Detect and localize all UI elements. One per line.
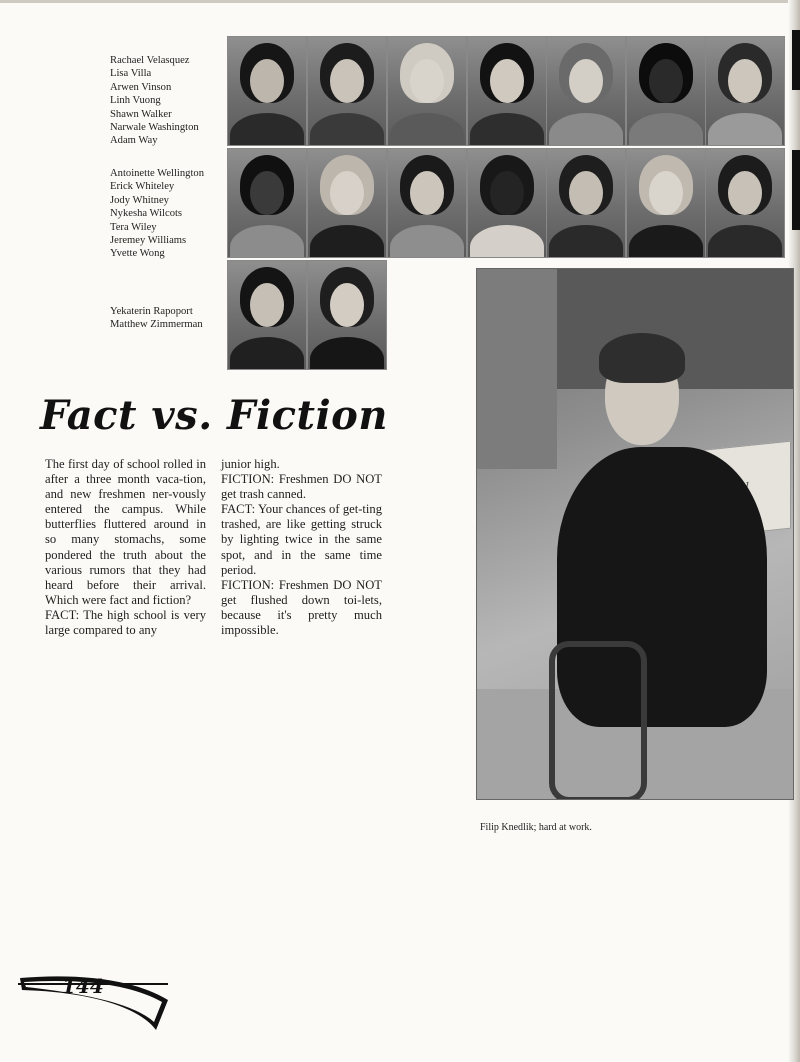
- binding-shadow-middle: [792, 150, 800, 230]
- portrait-photo: [467, 36, 547, 146]
- roster-name: Jody Whitney: [110, 194, 169, 206]
- roster-name: Linh Vuong: [110, 95, 161, 107]
- article-paragraph: FICTION: Freshmen DO NOT get trash canned.: [221, 472, 382, 502]
- roster-name: Matthew Zimmerman: [110, 319, 203, 331]
- roster-name: Jeremey Williams: [110, 235, 187, 247]
- roster-name: Narwale Washington: [110, 122, 199, 134]
- roster-name: Lisa Villa: [110, 68, 152, 80]
- article-title: Fact vs. Fiction: [40, 392, 388, 439]
- article-paragraph: The first day of school rolled in after a three month vaca-tion, and new freshmen ner-vously entered the campus. While butterflies fluttered around in so many stomachs, some pondered the truth about the various rumors that they had heard before their arrival. Which were fact and fiction?: [45, 457, 206, 607]
- portrait-photo: [626, 148, 706, 258]
- roster-name: Shawn Walker: [110, 108, 172, 120]
- binding-shadow-top: [792, 30, 800, 90]
- photo-caption: Filip Knedlik; hard at work.: [480, 822, 592, 833]
- roster-name: Yvette Wong: [110, 248, 165, 260]
- portrait-photo: [307, 260, 387, 370]
- portrait-photo: [387, 148, 467, 258]
- portrait-photo: [227, 260, 307, 370]
- portrait-photo: [705, 148, 785, 258]
- article-paragraph: FICTION: Freshmen DO NOT get flushed down toi-lets, because it's pretty much impossible.: [221, 577, 382, 638]
- portrait-photo: [307, 148, 387, 258]
- roster-name: Adam Way: [110, 135, 158, 147]
- portrait-photo: [705, 36, 785, 146]
- chair: [549, 641, 647, 800]
- article-column-left: [45, 457, 206, 638]
- roster-name: Arwen Vinson: [110, 81, 172, 93]
- portrait-photo: [626, 36, 706, 146]
- portrait-photo: [227, 36, 307, 146]
- page-top-edge: [0, 0, 800, 3]
- page-number: 144: [62, 974, 104, 998]
- roster-name: Tera Wiley: [110, 221, 157, 233]
- article-paragraph: junior high.: [221, 457, 280, 471]
- roster-name: Rachael Velasquez: [110, 55, 190, 66]
- portrait-photo: [227, 148, 307, 258]
- portrait-photo: [387, 36, 467, 146]
- roster-names-row-1: [110, 54, 199, 148]
- roster-names-row-2: [110, 167, 204, 261]
- roster-name: Yekaterin Rapoport: [110, 306, 193, 317]
- article-paragraph: FACT: The high school is very large compared to any: [45, 607, 206, 638]
- roster-names-row-3: [110, 305, 203, 332]
- portrait-photo: [307, 36, 387, 146]
- article-paragraph: FACT: Your chances of get-ting trashed, are like getting struck by lighting twice in the same spot, and in the same time period.: [221, 502, 382, 577]
- roster-name: Erick Whiteley: [110, 181, 175, 193]
- feature-photo: [476, 268, 794, 800]
- portrait-photo: [546, 36, 626, 146]
- article-column-right: [221, 457, 382, 638]
- roster-name: Nykesha Wilcots: [110, 208, 183, 220]
- roster-name: Antoinette Wellington: [110, 168, 204, 179]
- portrait-photo: [546, 148, 626, 258]
- portrait-photo: [467, 148, 547, 258]
